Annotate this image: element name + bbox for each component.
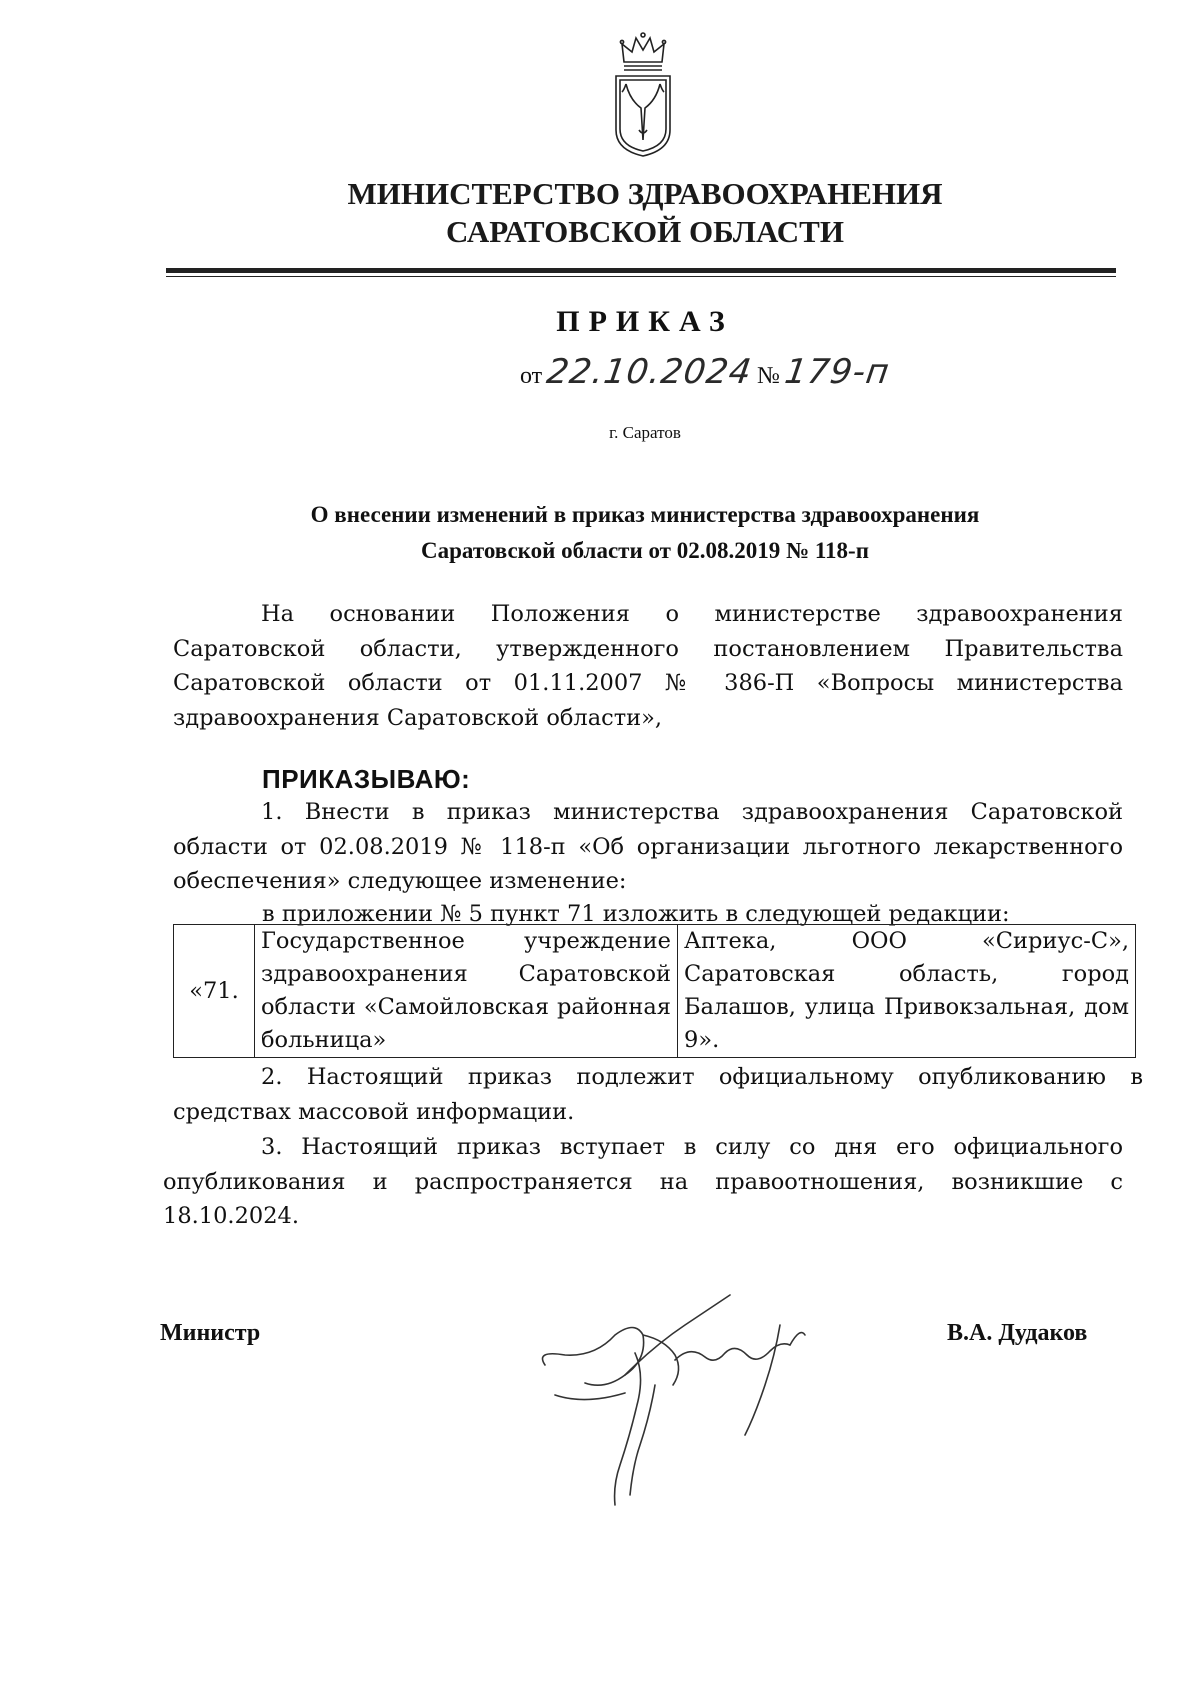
ministry-name-line1: МИНИСТЕРСТВО ЗДРАВООХРАНЕНИЯ — [347, 176, 943, 211]
preamble-paragraph: На основании Положения о министерстве здравоохранения Саратовской области, утвержденного постановлением Правительства Саратовской области от 01.11.2007 № 386-П «Вопросы министерства здравоохранения Саратовской области», — [173, 601, 1123, 731]
order-directive-word: ПРИКАЗЫВАЮ: — [262, 764, 471, 794]
city-label: г. Саратов — [609, 423, 681, 442]
header-divider-thick — [166, 268, 1116, 273]
order-subject — [200, 497, 1090, 569]
header-divider-thin — [166, 276, 1116, 277]
signatory-position: Министр — [160, 1320, 261, 1346]
order-subject-line1: О внесении изменений в приказ министерства здравоохранения — [310, 502, 980, 527]
order-item-1-subclause: в приложении № 5 пункт 71 изложить в следующей редакции: — [262, 901, 1010, 927]
order-item-2: 2. Настоящий приказ подлежит официальному опубликованию в средствах массовой информации. — [173, 1064, 1143, 1125]
order-item-1: 1. Внести в приказ министерства здравоохранения Саратовской области от 02.08.2019 № 118-п «Об организации льготного лекарственного обеспечения» следующее изменение: — [173, 799, 1123, 894]
annex-pharmacy-cell: Аптека, ООО «Сириус-С», Саратовская область, город Балашов, улица Привокзальная, дом 9». — [678, 925, 1136, 1058]
signatory-name: В.А. Дудаков — [947, 1320, 1088, 1346]
ministry-name-line2: САРАТОВСКОЙ ОБЛАСТИ — [446, 214, 844, 249]
coat-of-arms-emblem — [612, 30, 674, 160]
number-prefix: № — [757, 363, 780, 389]
date-prefix: от — [520, 363, 543, 389]
annex-table — [173, 924, 1136, 1058]
handwritten-signature — [525, 1265, 885, 1515]
order-subject-line2: Саратовской области от 02.08.2019 № 118-п — [421, 538, 869, 563]
handwritten-number: 179-п — [782, 352, 893, 392]
annex-institution-cell: Государственное учреждение здравоохранения Саратовской области «Самойловская районная больница» — [255, 925, 678, 1058]
date-number-line — [520, 352, 893, 400]
handwritten-date: 22.10.2024 — [544, 352, 755, 392]
table-row — [174, 925, 1136, 1058]
annex-item-number: «71. — [174, 925, 255, 1058]
order-item-3: 3. Настоящий приказ вступает в силу со дня его официального опубликования и распространяется на правоотношения, возникшие с 18.10.2024. — [163, 1134, 1123, 1229]
document-type-title: ПРИКАЗ — [556, 305, 734, 338]
